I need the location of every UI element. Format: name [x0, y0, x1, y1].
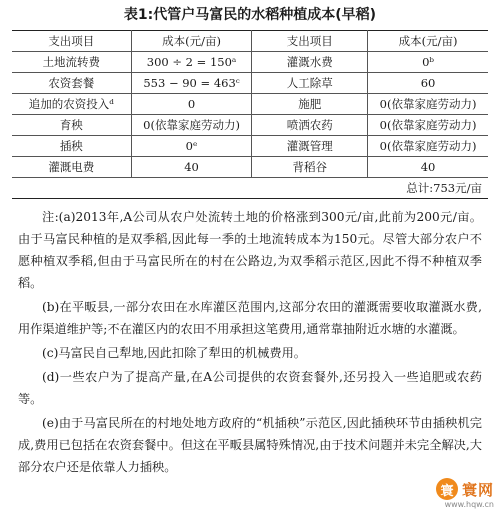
table-cell: 300 ÷ 2 = 150ᵃ [131, 52, 252, 73]
note-paragraph: (e)由于马富民所在的村地处地方政府的“机插秧”示范区,因此插秧环节由插秧机完成,费用已包括在农资套餐中。但这在平畈县属特殊情况,由于技术问题并未完全解决,大部分农户还是依靠人力插秧。 [18, 416, 482, 474]
cost-table [12, 30, 488, 199]
table-cell: 人工除草 [252, 73, 368, 94]
table-row [12, 94, 488, 115]
table-row [12, 157, 488, 178]
table-title: 表1:代管户马富民的水稻种植成本(早稻) [123, 7, 377, 23]
table-cell: 插秧 [12, 136, 131, 157]
table-cell: 支出项目 [48, 34, 95, 48]
note-paragraph: (d)一些农户为了提高产量,在A公司提供的农资套餐外,还另投入一些追肥或农药等。 [18, 370, 482, 406]
table-row [12, 115, 488, 136]
table-cell: 40 [131, 157, 252, 178]
table-row [12, 52, 488, 73]
table-row [12, 136, 488, 157]
watermark-logo-icon: 寰 [436, 478, 458, 500]
table-cell: 灌溉管理 [252, 136, 368, 157]
table-cell: 背稻谷 [252, 157, 368, 178]
table-cell: 育秧 [12, 115, 131, 136]
table-cell: 0(依靠家庭劳动力) [368, 94, 488, 115]
table-total: 总计:753元/亩 [12, 178, 488, 199]
table-cell: 施肥 [252, 94, 368, 115]
table-cell: 支出项目 [252, 31, 368, 52]
watermark-text: 寰网 [461, 480, 494, 499]
note-paragraph: (c)马富民自己犁地,因此扣除了犁田的机械费用。 [42, 346, 306, 360]
table-cell: 喷洒农药 [252, 115, 368, 136]
table-cell: 0 [131, 94, 252, 115]
note-paragraph: 注:(a)2013年,A公司从农户处流转土地的价格涨到300元/亩,此前为200元/亩。由于马富民种植的是双季稻,因此每一季的土地流转成本为150元。尽管大部分农户不愿种植双季稻,但由于马富民所在的村在公路边,为双季稻示范区,因此不得不种植双季稻。 [18, 210, 482, 290]
table-cell: 0(依靠家庭劳动力) [368, 115, 488, 136]
table-cell: 60 [368, 73, 488, 94]
table-cell: 0ᵇ [368, 52, 488, 73]
table-cell: 成本(元/亩) [368, 31, 488, 52]
table-cell: 40 [368, 157, 488, 178]
table-cell: 0(依靠家庭劳动力) [368, 136, 488, 157]
table-cell: 农资套餐 [12, 73, 131, 94]
table-header-row [12, 31, 488, 52]
table-cell: 灌溉电费 [12, 157, 131, 178]
table-cell: 0(依靠家庭劳动力) [131, 115, 252, 136]
table-cell: 0ᵉ [131, 136, 252, 157]
note-paragraph: (b)在平畈县,一部分农田在水库灌区范围内,这部分农田的灌溉需要收取灌溉水费,用作渠道维护等;不在灌区内的农田不用承担这笔费用,通常靠抽附近水塘的水灌溉。 [18, 300, 482, 336]
watermark-url: www.hqw.cn [444, 500, 494, 509]
notes-section [18, 206, 482, 480]
table-cell: 灌溉水费 [252, 52, 368, 73]
table-row [12, 73, 488, 94]
table-cell: 追加的农资投入ᵈ [12, 94, 131, 115]
table-cell: 553 − 90 = 463ᶜ [131, 73, 252, 94]
table-total-row [12, 178, 488, 199]
watermark [436, 478, 494, 509]
table-cell: 成本(元/亩) [131, 31, 252, 52]
table-cell: 土地流转费 [12, 52, 131, 73]
